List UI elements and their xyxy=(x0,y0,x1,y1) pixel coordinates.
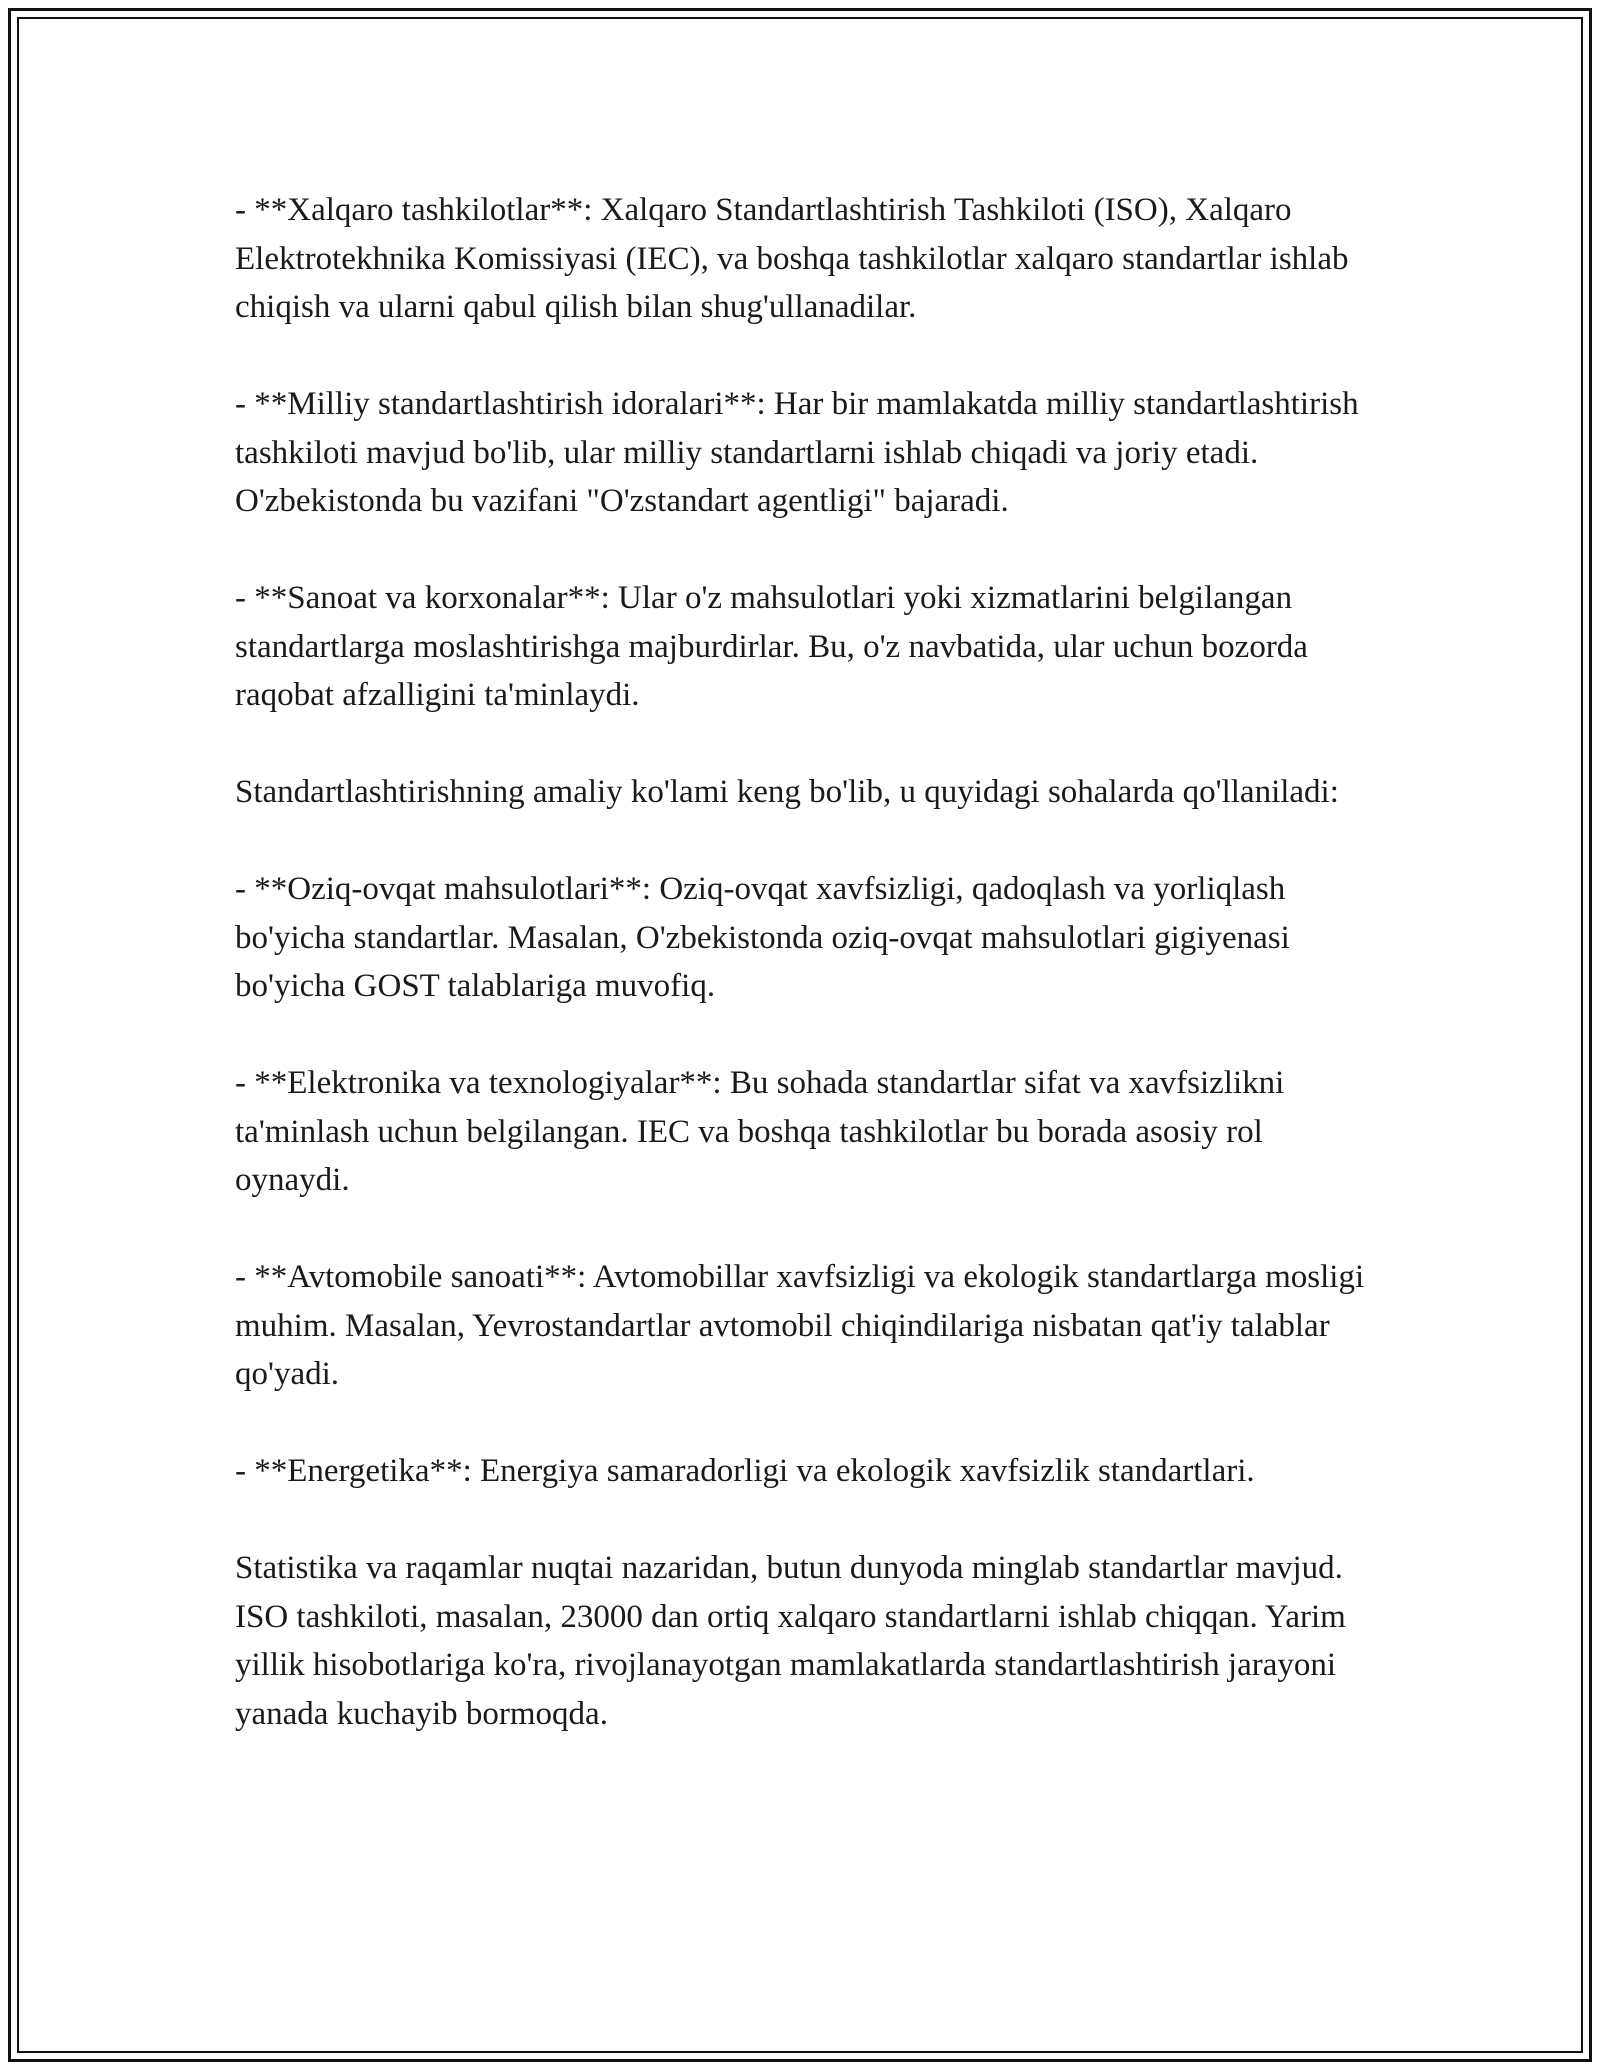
paragraph-energy: - **Energetika**: Energiya samaradorligi va ekologik xavfsizlik standartlari. xyxy=(235,1453,1255,1489)
paragraph-food-products: - **Oziq-ovqat mahsulotlari**: Oziq-ovqat xavfsizligi, qadoqlash va yorliqlash bo'yicha standartlar. Masalan, O'zbekistonda oziq-ovqat mahsulotlari gigiyenasi bo'yicha GOST talablariga muvofiq. xyxy=(235,871,1290,1004)
paragraph-industry-enterprises: - **Sanoat va korxonalar**: Ular o'z mahsulotlari yoki xizmatlarini belgilangan standartlarga moslashtirishga majburdirlar. Bu, o'z navbatida, ular uchun bozorda raqobat afzalligini ta'minlaydi. xyxy=(235,580,1308,713)
paragraph-national-standardization: - **Milliy standartlashtirish idoralari**: Har bir mamlakatda milliy standartlashtirish tashkiloti mavjud bo'lib, ular milliy standartlarni ishlab chiqadi va joriy etadi. O'zbekistonda bu vazifani "O'zstandart agentligi" bajaradi. xyxy=(235,386,1359,519)
paragraph-electronics: - **Elektronika va texnologiyalar**: Bu sohada standartlar sifat va xavfsizlikni ta'minlash uchun belgilangan. IEC va boshqa tashkilotlar bu borada asosiy rol oynaydi. xyxy=(235,1065,1285,1198)
document-body xyxy=(235,186,1385,1738)
paragraph-automotive: - **Avtomobile sanoati**: Avtomobillar xavfsizligi va ekologik standartlarga mosligi muhim. Masalan, Yevrostandartlar avtomobil chiqindilariga nisbatan qat'iy talablar qo'yadi. xyxy=(235,1259,1365,1392)
paragraph-international-organizations: - **Xalqaro tashkilotlar**: Xalqaro Standartlashtirish Tashkiloti (ISO), Xalqaro Elektrotekhnika Komissiyasi (IEC), va boshqa tashkilotlar xalqaro standartlar ishlab chiqish va ularni qabul qilish bilan shug'ullanadilar. xyxy=(235,192,1349,325)
paragraph-statistics: Statistika va raqamlar nuqtai nazaridan, butun dunyoda minglab standartlar mavjud. ISO tashkiloti, masalan, 23000 dan ortiq xalqaro standartlarni ishlab chiqqan. Yarim yillik hisobotlariga ko'ra, rivojlanayotgan mamlakatlarda standartlashtirish jarayoni yanada kuchayib bormoqda. xyxy=(235,1550,1346,1732)
paragraph-practical-scope: Standartlashtirishning amaliy ko'lami keng bo'lib, u quyidagi sohalarda qo'llaniladi: xyxy=(235,774,1339,810)
